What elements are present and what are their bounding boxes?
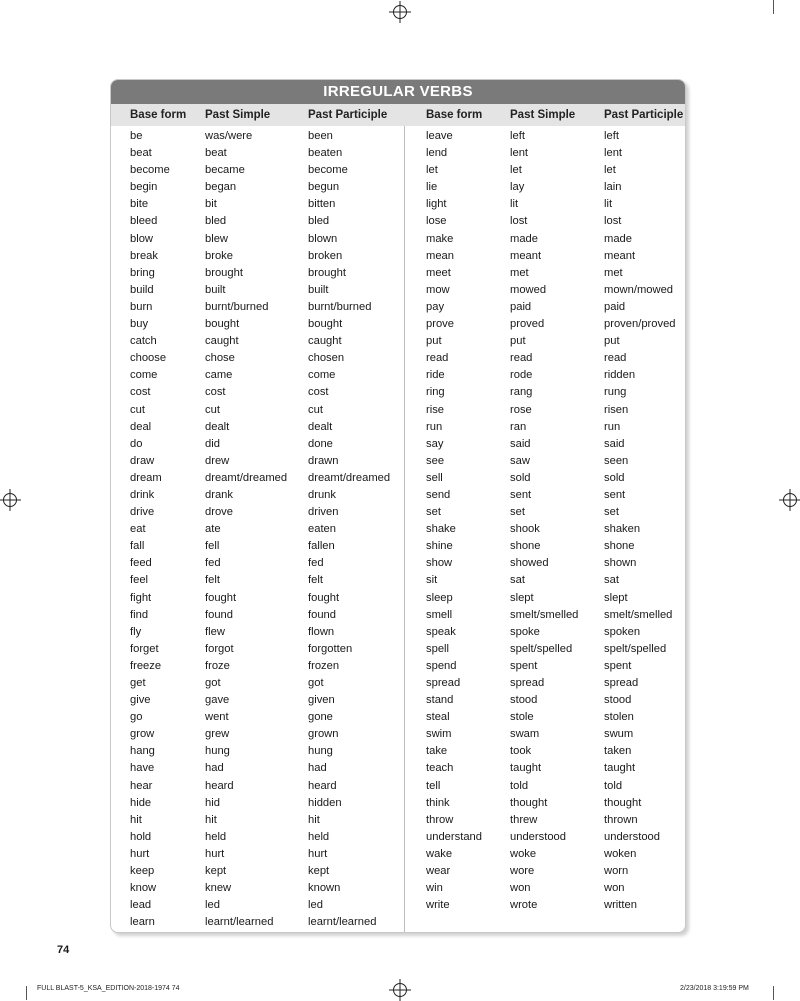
- cell-past-simple: put: [510, 335, 526, 348]
- cell-past-simple: smelt/smelled: [510, 608, 579, 621]
- cell-past-participle: fed: [308, 557, 324, 570]
- footer-file-info: FULL BLAST-5_KSA_EDITION-2018-1974 74: [37, 985, 180, 992]
- cell-base-form: grow: [130, 728, 155, 741]
- header-base-form-right: Base form: [426, 109, 483, 121]
- cell-past-participle: proven/proved: [604, 318, 676, 331]
- cell-past-participle: sold: [604, 471, 625, 484]
- cell-base-form: let: [426, 164, 438, 177]
- cell-base-form: speak: [426, 625, 456, 638]
- cell-base-form: get: [130, 677, 146, 689]
- cell-past-simple: came: [205, 369, 233, 382]
- cell-past-simple: became: [205, 164, 245, 177]
- cell-past-simple: wore: [510, 865, 535, 878]
- cell-past-participle: shaken: [604, 523, 641, 536]
- cell-past-simple: had: [205, 762, 224, 775]
- cell-base-form: shine: [426, 540, 453, 553]
- cell-base-form: draw: [130, 454, 155, 467]
- cell-past-participle: given: [308, 694, 335, 707]
- cell-past-simple: set: [510, 506, 525, 519]
- cell-past-simple: hung: [205, 745, 230, 758]
- cell-base-form: win: [426, 882, 443, 895]
- cell-past-simple: froze: [205, 659, 230, 672]
- cell-base-form: tell: [426, 779, 441, 792]
- cell-base-form: put: [426, 335, 442, 348]
- cell-base-form: fall: [130, 540, 145, 553]
- crop-mark-bottom-left: [26, 986, 27, 1000]
- cell-past-participle: risen: [604, 403, 629, 416]
- cell-past-simple: led: [205, 899, 220, 912]
- cell-past-simple: gave: [205, 694, 230, 707]
- cell-past-participle: hidden: [308, 796, 342, 809]
- cell-past-simple: bit: [205, 198, 217, 211]
- cell-past-participle: set: [604, 506, 619, 519]
- cell-base-form: take: [426, 745, 448, 758]
- column-divider: [404, 126, 405, 932]
- cell-past-simple: showed: [510, 557, 549, 570]
- cell-base-form: begin: [130, 181, 158, 194]
- cell-past-participle: taken: [604, 745, 632, 758]
- cell-past-simple: found: [205, 608, 233, 621]
- cell-base-form: have: [130, 762, 155, 775]
- cell-past-simple: let: [510, 164, 522, 177]
- cell-past-simple: spent: [510, 659, 538, 672]
- cell-past-participle: had: [308, 762, 327, 775]
- cell-base-form: stand: [426, 694, 454, 707]
- cell-base-form: mean: [426, 249, 454, 262]
- cell-past-participle: hurt: [308, 847, 328, 860]
- cell-past-simple: lay: [510, 181, 525, 194]
- cell-base-form: shake: [426, 523, 456, 536]
- cell-past-simple: went: [205, 711, 229, 724]
- cell-past-participle: smelt/smelled: [604, 608, 673, 621]
- cell-past-simple: thought: [510, 796, 548, 809]
- cell-base-form: dream: [130, 471, 162, 484]
- cell-past-participle: been: [308, 130, 333, 142]
- cell-past-simple: rang: [510, 386, 533, 399]
- cell-past-participle: led: [308, 899, 323, 912]
- cell-base-form: keep: [130, 865, 155, 878]
- cell-past-simple: beat: [205, 147, 227, 160]
- cell-past-simple: drove: [205, 506, 233, 519]
- cell-past-participle: sat: [604, 574, 619, 587]
- cell-base-form: build: [130, 283, 154, 296]
- cell-past-simple: told: [510, 779, 529, 792]
- cell-past-participle: eaten: [308, 523, 336, 536]
- cell-past-simple: stood: [510, 694, 538, 707]
- cell-past-simple: slept: [510, 591, 534, 604]
- cell-past-participle: heard: [308, 779, 337, 792]
- cell-past-participle: lost: [604, 215, 622, 228]
- cell-base-form: leave: [426, 130, 453, 142]
- cell-past-simple: brought: [205, 266, 243, 279]
- cell-past-simple: dealt: [205, 420, 230, 433]
- header-past-simple-left: Past Simple: [205, 109, 271, 121]
- cell-past-simple: chose: [205, 352, 235, 365]
- cell-past-participle: bought: [308, 318, 343, 331]
- cell-past-participle: lit: [604, 198, 613, 211]
- cell-past-simple: drank: [205, 488, 233, 501]
- cell-past-simple: ran: [510, 420, 527, 433]
- cell-past-participle: hung: [308, 745, 333, 758]
- cell-past-simple: lost: [510, 215, 528, 228]
- cell-past-simple: took: [510, 745, 532, 758]
- cell-base-form: meet: [426, 266, 451, 279]
- cell-past-simple: heard: [205, 779, 234, 792]
- registration-mark-bottom: [393, 983, 407, 997]
- cell-base-form: write: [426, 899, 450, 912]
- cell-base-form: spell: [426, 642, 450, 655]
- cell-past-participle: lain: [604, 181, 622, 194]
- cell-past-simple: forgot: [205, 642, 234, 655]
- cell-base-form: choose: [130, 352, 167, 365]
- cell-past-participle: dealt: [308, 420, 333, 433]
- cell-base-form: feel: [130, 574, 149, 587]
- cell-base-form: sell: [426, 471, 443, 484]
- cell-past-simple: spread: [510, 677, 545, 689]
- cell-base-form: lend: [426, 147, 448, 160]
- cell-base-form: lie: [426, 181, 438, 194]
- cell-past-simple: hid: [205, 796, 220, 809]
- cell-past-simple: burnt/burned: [205, 300, 269, 313]
- cell-base-form: go: [130, 711, 143, 724]
- cell-past-participle: chosen: [308, 352, 345, 365]
- cell-past-simple: knew: [205, 882, 232, 895]
- cell-past-simple: swam: [510, 728, 540, 741]
- cell-base-form: bleed: [130, 215, 158, 228]
- cell-past-simple: meant: [510, 249, 542, 262]
- cell-base-form: prove: [426, 318, 454, 331]
- cell-base-form: think: [426, 796, 450, 809]
- cell-base-form: make: [426, 232, 454, 245]
- cell-past-simple: rose: [510, 403, 532, 416]
- cell-base-form: rise: [426, 403, 445, 416]
- cell-past-participle: gone: [308, 711, 333, 724]
- cell-base-form: know: [130, 882, 157, 895]
- cell-base-form: steal: [426, 711, 450, 724]
- cell-base-form: cut: [130, 403, 145, 416]
- cell-past-simple: won: [510, 882, 531, 895]
- cell-past-simple: spelt/spelled: [510, 642, 573, 655]
- cell-base-form: ring: [426, 386, 445, 399]
- registration-mark-right: [783, 493, 797, 507]
- cell-base-form: spend: [426, 659, 457, 672]
- column-header-row: [111, 104, 685, 126]
- cell-past-participle: seen: [604, 454, 629, 467]
- cell-past-simple: said: [510, 437, 531, 450]
- cell-past-simple: taught: [510, 762, 542, 775]
- cell-base-form: cost: [130, 386, 151, 399]
- cell-past-participle: thought: [604, 796, 642, 809]
- cell-past-simple: fed: [205, 557, 221, 570]
- cell-base-form: do: [130, 437, 143, 450]
- cell-past-participle: met: [604, 266, 623, 279]
- cell-base-form: see: [426, 454, 445, 467]
- cell-past-simple: fell: [205, 540, 220, 553]
- cell-past-participle: learnt/learned: [308, 916, 377, 929]
- cell-base-form: hide: [130, 796, 152, 809]
- cell-past-simple: hit: [205, 813, 217, 826]
- cell-past-simple: met: [510, 266, 529, 279]
- irregular-verbs-table: [110, 79, 686, 933]
- table-title: IRREGULAR VERBS: [111, 80, 685, 104]
- cell-past-simple: proved: [510, 318, 545, 331]
- crop-mark-bottom-right: [773, 986, 774, 1000]
- cell-base-form: feed: [130, 557, 152, 570]
- cell-past-participle: hit: [308, 813, 320, 826]
- cell-base-form: hang: [130, 745, 155, 758]
- cell-base-form: drink: [130, 488, 155, 501]
- cell-past-participle: felt: [308, 574, 323, 587]
- cell-past-participle: bitten: [308, 198, 336, 211]
- cell-base-form: spread: [426, 677, 461, 689]
- cell-past-participle: shown: [604, 557, 637, 570]
- cell-past-participle: cost: [308, 386, 329, 399]
- cell-past-participle: fallen: [308, 540, 335, 553]
- cell-base-form: send: [426, 488, 451, 501]
- cell-past-simple: dreamt/dreamed: [205, 471, 288, 484]
- cell-base-form: beat: [130, 147, 152, 160]
- registration-mark-top: [393, 5, 407, 19]
- cell-past-simple: built: [205, 283, 226, 296]
- cell-base-form: find: [130, 608, 149, 621]
- cell-past-participle: caught: [308, 335, 342, 348]
- cell-base-form: eat: [130, 523, 146, 536]
- cell-past-participle: brought: [308, 266, 346, 279]
- cell-base-form: set: [426, 506, 441, 519]
- cell-past-participle: begun: [308, 181, 340, 194]
- cell-base-form: swim: [426, 728, 452, 741]
- cell-past-simple: made: [510, 232, 538, 245]
- cell-base-form: throw: [426, 813, 454, 826]
- cell-past-simple: mowed: [510, 283, 547, 296]
- cell-base-form: become: [130, 164, 170, 177]
- crop-mark-top-right: [773, 0, 774, 14]
- cell-past-simple: flew: [205, 625, 225, 638]
- cell-past-participle: found: [308, 608, 336, 621]
- cell-past-simple: sat: [510, 574, 525, 587]
- cell-past-participle: slept: [604, 591, 628, 604]
- cell-past-simple: left: [510, 130, 525, 142]
- cell-past-participle: come: [308, 369, 336, 382]
- cell-past-participle: taught: [604, 762, 636, 775]
- cell-base-form: drive: [130, 506, 155, 519]
- cell-base-form: hold: [130, 830, 152, 843]
- cell-base-form: freeze: [130, 659, 162, 672]
- cell-past-participle: ridden: [604, 369, 636, 382]
- cell-past-participle: understood: [604, 830, 660, 843]
- cell-past-simple: threw: [510, 813, 538, 826]
- cell-base-form: break: [130, 249, 158, 262]
- cell-base-form: bite: [130, 198, 149, 211]
- cell-past-participle: bled: [308, 215, 330, 228]
- cell-base-form: wake: [426, 847, 453, 860]
- cell-base-form: hurt: [130, 847, 150, 860]
- cell-past-participle: known: [308, 882, 341, 895]
- cell-past-participle: rung: [604, 386, 627, 399]
- cell-past-participle: flown: [308, 625, 335, 638]
- cell-past-simple: broke: [205, 249, 233, 262]
- cell-base-form: light: [426, 198, 447, 211]
- cell-past-simple: got: [205, 677, 221, 689]
- cell-base-form: lose: [426, 215, 447, 228]
- cell-past-participle: won: [604, 882, 625, 895]
- cell-past-participle: held: [308, 830, 330, 843]
- header-past-participle-left: Past Participle: [308, 109, 388, 121]
- cell-past-simple: stole: [510, 711, 534, 724]
- cell-past-participle: drawn: [308, 454, 339, 467]
- cell-past-participle: built: [308, 283, 329, 296]
- cell-past-participle: thrown: [604, 813, 638, 826]
- cell-past-simple: felt: [205, 574, 220, 587]
- cell-past-simple: learnt/learned: [205, 916, 274, 929]
- cell-past-participle: got: [308, 677, 324, 689]
- cell-past-participle: stolen: [604, 711, 634, 724]
- cell-past-simple: held: [205, 830, 227, 843]
- cell-past-participle: lent: [604, 147, 623, 160]
- cell-past-simple: woke: [510, 847, 537, 860]
- cell-base-form: bring: [130, 266, 155, 279]
- cell-past-participle: stood: [604, 694, 632, 707]
- cell-past-simple: wrote: [510, 899, 538, 912]
- cell-past-simple: ate: [205, 523, 221, 536]
- cell-past-simple: did: [205, 437, 220, 450]
- cell-past-simple: drew: [205, 454, 230, 467]
- cell-base-form: come: [130, 369, 158, 382]
- registration-mark-left: [3, 493, 17, 507]
- cell-past-participle: made: [604, 232, 632, 245]
- cell-past-participle: meant: [604, 249, 636, 262]
- cell-past-simple: fought: [205, 591, 237, 604]
- header-base-form-left: Base form: [130, 109, 187, 121]
- cell-past-simple: paid: [510, 300, 532, 313]
- cell-past-simple: blew: [205, 232, 229, 245]
- cell-base-form: learn: [130, 916, 155, 929]
- cell-past-simple: sent: [510, 488, 532, 501]
- cell-past-participle: beaten: [308, 147, 343, 160]
- cell-past-participle: mown/mowed: [604, 283, 674, 296]
- cell-past-participle: run: [604, 420, 621, 433]
- cell-base-form: fly: [130, 625, 142, 638]
- cell-past-participle: cut: [308, 403, 323, 416]
- cell-past-participle: grown: [308, 728, 339, 741]
- cell-past-participle: told: [604, 779, 623, 792]
- cell-past-participle: paid: [604, 300, 626, 313]
- cell-base-form: wear: [426, 865, 451, 878]
- cell-base-form: read: [426, 352, 449, 365]
- cell-base-form: sit: [426, 574, 438, 587]
- cell-past-participle: worn: [604, 865, 629, 878]
- cell-past-simple: saw: [510, 454, 530, 467]
- cell-past-participle: kept: [308, 865, 330, 878]
- cell-past-simple: shone: [510, 540, 541, 553]
- cell-base-form: smell: [426, 608, 453, 621]
- cell-past-simple: bled: [205, 215, 227, 228]
- cell-past-participle: done: [308, 437, 333, 450]
- cell-base-form: ride: [426, 369, 445, 382]
- cell-base-form: be: [130, 130, 143, 142]
- cell-past-simple: caught: [205, 335, 239, 348]
- cell-past-participle: frozen: [308, 659, 340, 672]
- cell-base-form: say: [426, 437, 444, 450]
- cell-past-participle: read: [604, 352, 627, 365]
- cell-base-form: lead: [130, 899, 152, 912]
- cell-past-participle: forgotten: [308, 642, 353, 655]
- cell-past-participle: spoken: [604, 625, 641, 638]
- cell-past-participle: woken: [604, 847, 637, 860]
- cell-past-participle: drunk: [308, 488, 336, 501]
- cell-past-simple: cut: [205, 403, 220, 416]
- cell-past-simple: lent: [510, 147, 529, 160]
- cell-past-participle: shone: [604, 540, 635, 553]
- cell-past-participle: put: [604, 335, 620, 348]
- cell-base-form: hear: [130, 779, 153, 792]
- cell-past-participle: left: [604, 130, 619, 142]
- cell-past-participle: swum: [604, 728, 634, 741]
- cell-past-participle: spelt/spelled: [604, 642, 667, 655]
- cell-base-form: show: [426, 557, 453, 570]
- cell-base-form: catch: [130, 335, 157, 348]
- cell-past-participle: blown: [308, 232, 338, 245]
- cell-past-participle: spent: [604, 659, 632, 672]
- page-number: 74: [57, 944, 70, 956]
- cell-base-form: forget: [130, 642, 159, 655]
- cell-past-simple: hurt: [205, 847, 225, 860]
- cell-past-participle: fought: [308, 591, 340, 604]
- cell-past-participle: spread: [604, 677, 639, 689]
- cell-base-form: run: [426, 420, 443, 433]
- cell-past-participle: let: [604, 164, 616, 177]
- cell-past-participle: burnt/burned: [308, 300, 372, 313]
- cell-past-simple: cost: [205, 386, 226, 399]
- footer-timestamp: 2/23/2018 3:19:59 PM: [680, 985, 749, 992]
- cell-past-simple: shook: [510, 523, 540, 536]
- header-past-simple-right: Past Simple: [510, 109, 576, 121]
- cell-past-participle: said: [604, 437, 625, 450]
- cell-base-form: understand: [426, 830, 482, 843]
- cell-past-participle: sent: [604, 488, 626, 501]
- cell-base-form: buy: [130, 318, 149, 331]
- header-past-participle-right: Past Participle: [604, 109, 684, 121]
- cell-base-form: burn: [130, 300, 153, 313]
- cell-past-participle: driven: [308, 506, 339, 519]
- cell-base-form: teach: [426, 762, 454, 775]
- cell-past-simple: spoke: [510, 625, 540, 638]
- cell-past-simple: began: [205, 181, 237, 194]
- cell-past-participle: broken: [308, 249, 343, 262]
- cell-past-simple: bought: [205, 318, 240, 331]
- cell-past-simple: understood: [510, 830, 566, 843]
- cell-base-form: pay: [426, 300, 445, 313]
- cell-base-form: blow: [130, 232, 154, 245]
- cell-past-simple: was/were: [205, 130, 253, 142]
- cell-base-form: deal: [130, 420, 152, 433]
- cell-past-participle: written: [604, 899, 637, 912]
- cell-past-simple: sold: [510, 471, 531, 484]
- cell-base-form: sleep: [426, 591, 453, 604]
- cell-base-form: fight: [130, 591, 152, 604]
- cell-base-form: hit: [130, 813, 142, 826]
- cell-past-simple: lit: [510, 198, 519, 211]
- cell-base-form: give: [130, 694, 151, 707]
- cell-past-simple: rode: [510, 369, 533, 382]
- cell-past-participle: dreamt/dreamed: [308, 471, 391, 484]
- cell-past-simple: grew: [205, 728, 230, 741]
- cell-past-simple: kept: [205, 865, 227, 878]
- cell-base-form: mow: [426, 283, 450, 296]
- cell-past-participle: become: [308, 164, 348, 177]
- cell-past-simple: read: [510, 352, 533, 365]
